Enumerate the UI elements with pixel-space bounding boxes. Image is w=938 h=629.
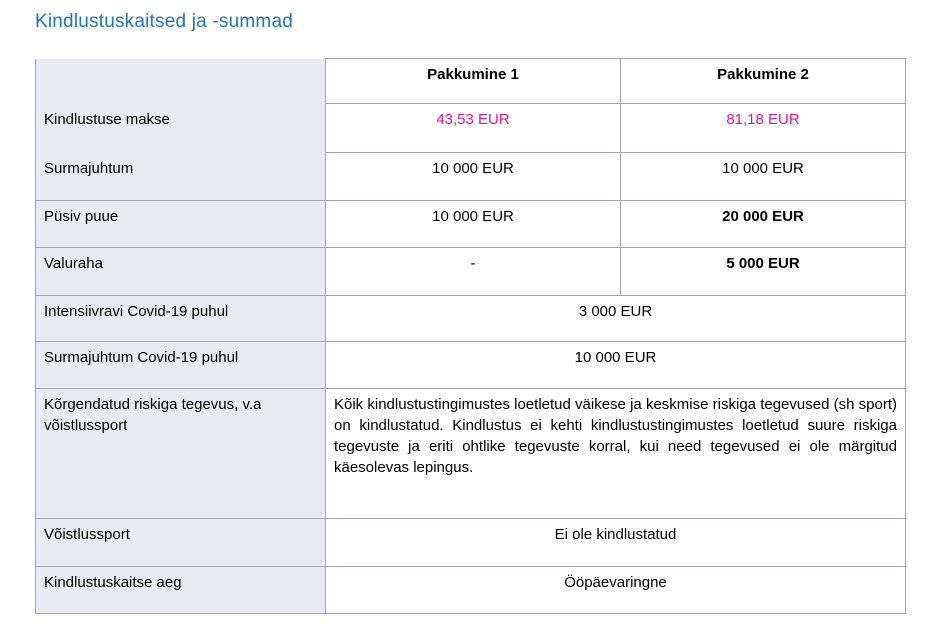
row-permanent-disability-offer2: 20 000 EUR [621,201,906,248]
row-pain-money-offer2: 5 000 EUR [621,248,906,296]
row-coverage-period [36,567,906,614]
row-high-risk-activity [36,389,906,519]
page-title: Kindlustuskaitsed ja -summad [35,11,293,32]
row-death-covid [36,342,906,389]
row-icu-covid-value: 3 000 EUR [326,296,906,342]
row-high-risk-activity-value: Kõik kindlustustingimustes loetletud väikese ja keskmise riskiga tegevused (sh sport) on kindlustatud. Kindlustus ei kehti kindlustustingimustes loetletud suure riskiga tegevuste ja eriti ohtlike tegevuste korral, kui need tegevused ei ole märgitud käesolevas lepingus. [326,389,906,519]
row-premium [36,104,906,153]
row-icu-covid [36,296,906,342]
row-death-offer1: 10 000 EUR [326,153,621,201]
row-premium-offer1: 43,53 EUR [326,104,621,153]
row-pain-money [36,248,906,296]
row-coverage-period-value: Ööpäevaringne [326,567,906,614]
row-death-covid-value: 10 000 EUR [326,342,906,389]
table-header-row [36,59,906,104]
row-competitive-sport [36,519,906,567]
row-permanent-disability-offer1: 10 000 EUR [326,201,621,248]
header-offer1: Pakkumine 1 [326,59,621,104]
row-death-covid-label: Surmajuhtum Covid-19 puhul [36,342,326,389]
row-death [36,153,906,201]
row-permanent-disability [36,201,906,248]
row-competitive-sport-label: Võistlussport [36,519,326,567]
row-permanent-disability-label: Püsiv puue [36,201,326,248]
coverage-table [35,58,906,614]
row-pain-money-label: Valuraha [36,248,326,296]
row-pain-money-offer1: - [326,248,621,296]
row-premium-offer2: 81,18 EUR [621,104,906,153]
header-empty-cell [36,59,326,104]
row-death-label: Surmajuhtum [36,153,326,201]
row-coverage-period-label: Kindlustuskaitse aeg [36,567,326,614]
header-offer2: Pakkumine 2 [621,59,906,104]
row-premium-label: Kindlustuse makse [36,104,326,153]
row-icu-covid-label: Intensiivravi Covid-19 puhul [36,296,326,342]
row-high-risk-activity-label: Kõrgendatud riskiga tegevus, v.a võistlussport [36,389,326,519]
row-death-offer2: 10 000 EUR [621,153,906,201]
row-competitive-sport-value: Ei ole kindlustatud [326,519,906,567]
